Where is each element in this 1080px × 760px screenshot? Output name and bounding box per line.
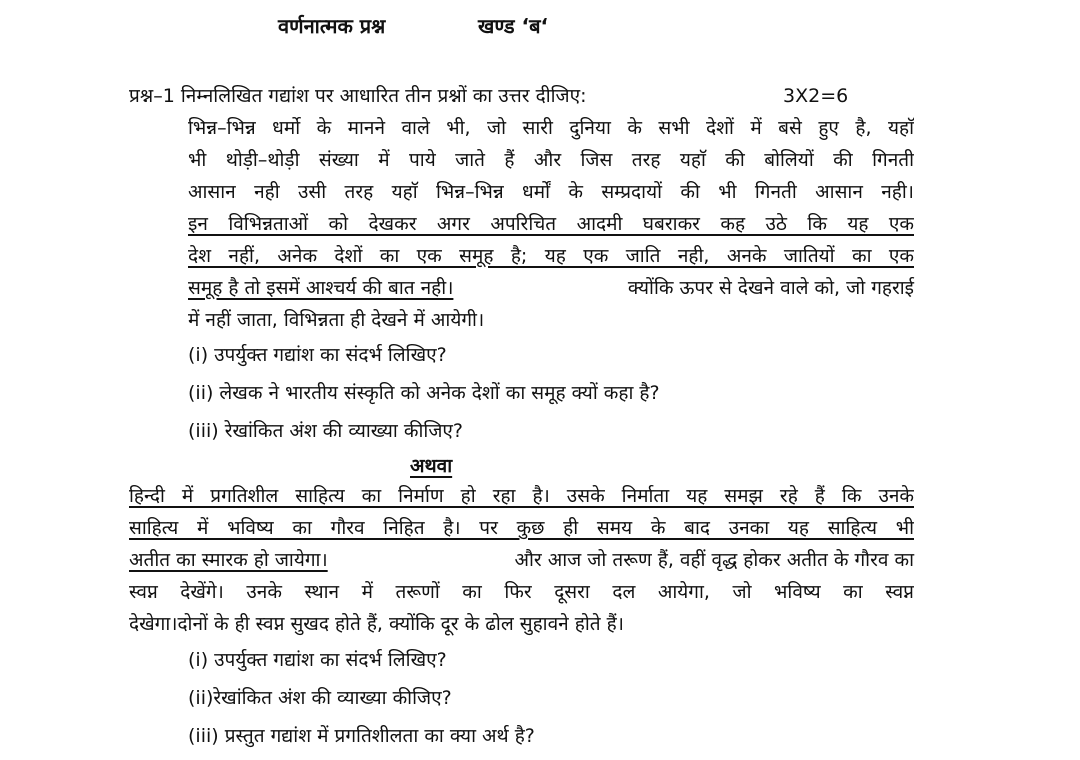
- question-1-sub-3: (iii) रेखांकित अंश की व्याख्या कीजिए?: [188, 420, 464, 442]
- question-1-label: प्रश्न–1 निम्नलिखित गद्यांश पर आधारित तीन प्रश्नों का उत्तर दीजिए:: [129, 85, 587, 107]
- alternative-sub-1: (i) उपर्युक्त गद्यांश का संदर्भ लिखिए?: [188, 649, 447, 671]
- passage-1-line-6-rest: क्योंकि ऊपर से देखने वाले को, जो गहराई: [627, 277, 914, 299]
- question-1-sub-1: (i) उपर्युक्त गद्यांश का संदर्भ लिखिए?: [188, 344, 447, 366]
- passage-2-line-5: देखेगा।दोनों के ही स्वप्न सुखद होते हैं, क्योंकि दूर के ढोल सुहावने होते हैं।: [129, 613, 624, 635]
- passage-2-line-1-underlined: हिन्दी में प्रगतिशील साहित्य का निर्माण हो रहा है। उसके निर्माता यह समझ रहे हैं कि उनके: [129, 485, 914, 507]
- passage-2-line-4: स्वप्न देखेंगे। उनके स्थान में तरूणों का फिर दूसरा दल आयेगा, जो भविष्य का स्वप्न: [129, 581, 914, 603]
- question-1-marks: 3X2=6: [783, 85, 849, 107]
- passage-1-line-2: भी थोड़ी–थोड़ी संख्या में पाये जाते हैं और जिस तरह यहाॅ की बोलियों की गिनती: [188, 149, 914, 171]
- alternative-sub-2: (ii)रेखांकित अंश की व्याख्या कीजिए?: [188, 687, 452, 709]
- passage-1-line-4-underlined: इन विभिन्नताओं को देखकर अगर अपरिचित आदमी घबराकर कह उठे कि यह एक: [188, 213, 914, 235]
- passage-2-line-2-underlined: साहित्य में भविष्य का गौरव निहित है। पर कुछ ही समय के बाद उनका यह साहित्य भी: [129, 517, 914, 539]
- heading-section: खण्ड ‘ब‘: [478, 14, 549, 38]
- question-1-sub-2: (ii) लेखक ने भारतीय संस्कृति को अनेक देशों का समूह क्यों कहा है?: [188, 382, 660, 404]
- passage-1-line-6-underlined: समूह है तो इसमें आश्चर्य की बात नही।: [188, 277, 454, 299]
- passage-1-line-6: [188, 276, 914, 300]
- passage-2-line-3-rest: और आज जो तरूण हैं, वहीं वृद्ध होकर अतीत के गौरव का: [514, 549, 914, 571]
- alternative-sub-3: (iii) प्रस्तुत गद्यांश में प्रगतिशीलता का क्या अर्थ है?: [188, 725, 535, 747]
- or-label: अथवा: [410, 455, 453, 477]
- heading-title: वर्णनात्मक प्रश्न: [278, 14, 386, 38]
- passage-1-line-1: भिन्न–भिन्न धर्मो के मानने वाले भी, जो सारी दुनिया के सभी देशों में बसे हुए है, यहाॅ: [188, 117, 914, 139]
- passage-2-line-3: [129, 548, 914, 572]
- passage-2-line-3-underlined: अतीत का स्मारक हो जायेगा।: [129, 549, 328, 571]
- passage-1-line-5-underlined: देश नहीं, अनेक देशों का एक समूह है; यह एक जाति नही, अनके जातियों का एक: [188, 245, 914, 267]
- passage-1-line-7: में नहीं जाता, विभिन्नता ही देखने में आयेगी।: [188, 309, 485, 331]
- passage-1-line-3: आसान नही उसी तरह यहाॅ भिन्न–भिन्न धर्मों के सम्प्रदायों की भी गिनती आसान नही।: [188, 181, 914, 203]
